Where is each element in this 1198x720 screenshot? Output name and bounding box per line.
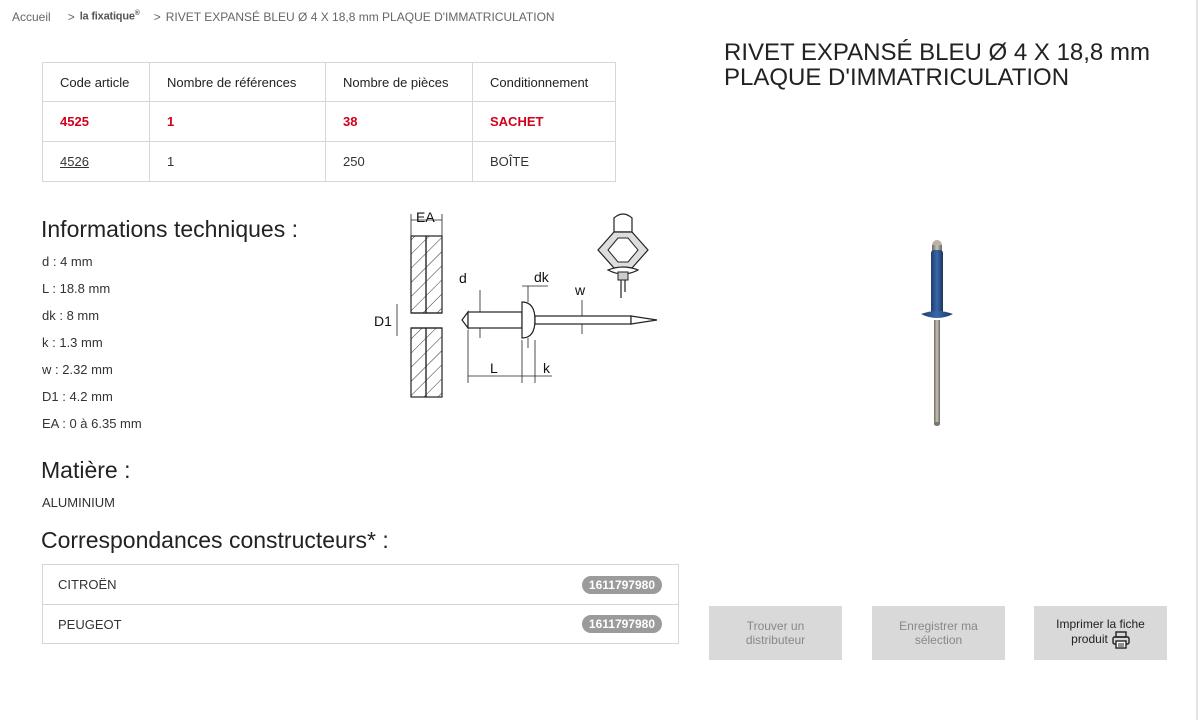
label-k: k: [543, 360, 550, 376]
product-photo: [916, 236, 960, 432]
save-selection-label-line2: sélection: [914, 633, 963, 647]
breadcrumb-brand-link[interactable]: [80, 10, 140, 24]
spec-d1: D1 : 4.2 mm: [42, 389, 113, 404]
plate-top-left: [411, 236, 426, 313]
breadcrumb-current: RIVET EXPANSÉ BLEU Ø 4 X 18,8 mm PLAQUE D'IMMATRICULATION: [165, 10, 555, 24]
plate-bottom-left: [411, 328, 426, 397]
breadcrumb-home-link[interactable]: Accueil: [12, 10, 51, 24]
cell-code-article: [43, 142, 150, 182]
material-title: Matière :: [41, 457, 131, 483]
technical-info-title: Informations techniques :: [41, 216, 298, 242]
header-conditionnement: Conditionnement: [473, 63, 616, 102]
print-label-line2-wrap: [1071, 631, 1130, 649]
header-code-article: Code article: [43, 63, 150, 102]
spec-ea: EA : 0 à 6.35 mm: [42, 416, 142, 431]
breadcrumb: [12, 10, 555, 24]
spec-l: L : 18.8 mm: [42, 281, 111, 296]
spec-dk: dk : 8 mm: [42, 308, 100, 323]
cell-nombre-pieces: 250: [326, 142, 473, 182]
manufacturer-reference-badge: 1611797980: [582, 576, 662, 594]
brand-name: la fixatique: [79, 10, 135, 23]
cell-nombre-pieces: 38: [326, 102, 473, 142]
save-selection-button[interactable]: [872, 606, 1005, 660]
print-product-sheet-button[interactable]: [1034, 606, 1167, 660]
printer-icon: [1112, 631, 1130, 649]
label-l: L: [490, 360, 498, 376]
cell-nombre-references: 1: [150, 142, 326, 182]
correspondences-title: Correspondances constructeurs* :: [41, 527, 389, 553]
find-distributor-button[interactable]: [709, 606, 842, 660]
manufacturer-name: CITROËN: [58, 577, 117, 592]
find-distributor-label-line2: distributeur: [745, 633, 806, 647]
cell-conditionnement: BOÎTE: [473, 142, 616, 182]
save-selection-label-line1: Enregistrer ma: [899, 619, 978, 633]
cell-conditionnement: SACHET: [473, 102, 616, 142]
spec-k: k : 1.3 mm: [42, 335, 103, 350]
list-item: [43, 604, 678, 643]
print-label-line1: Imprimer la fiche: [1056, 617, 1145, 631]
expanded-rivet-illustration: [598, 214, 648, 298]
spec-d: d : 4 mm: [42, 254, 93, 269]
reference-table: [42, 62, 616, 182]
label-d: d: [459, 270, 467, 286]
cell-nombre-references: 1: [150, 102, 326, 142]
product-title: [724, 40, 1164, 90]
plate-top-right: [426, 236, 442, 313]
manufacturer-name: PEUGEOT: [58, 616, 122, 632]
rivet-mandrel: [535, 316, 631, 324]
breadcrumb-separator: >: [153, 10, 161, 24]
manufacturer-reference-badge: 1611797980: [582, 615, 662, 633]
table-row: [43, 142, 616, 182]
table-header-row: [43, 63, 616, 102]
article-code-link[interactable]: 4526: [60, 154, 89, 169]
brand-registered-mark: ®: [134, 10, 140, 17]
product-title-line2: PLAQUE D'IMMATRICULATION: [724, 64, 1070, 91]
print-label-line2: produit: [1071, 632, 1108, 647]
rivet-head: [522, 302, 535, 338]
material-value: ALUMINIUM: [42, 495, 115, 510]
breadcrumb-separator: >: [67, 10, 75, 24]
rivet-shank: [468, 312, 522, 328]
label-dk: dk: [534, 269, 549, 285]
list-item: [43, 565, 678, 604]
label-w: w: [575, 282, 586, 298]
find-distributor-label-line1: Trouver un: [746, 619, 805, 633]
table-row: [43, 102, 616, 142]
plate-bottom-right: [426, 328, 442, 397]
spec-w: w : 2.32 mm: [42, 362, 113, 377]
correspondences-list: [42, 564, 679, 644]
label-d1: D1: [374, 313, 392, 329]
cell-code-article: 4525: [43, 102, 150, 142]
header-nombre-pieces: Nombre de pièces: [326, 63, 473, 102]
product-title-line1: RIVET EXPANSÉ BLEU Ø 4 X 18,8 mm: [724, 39, 1150, 66]
rivet-technical-diagram: [372, 208, 662, 400]
label-ea: EA: [416, 209, 435, 225]
header-nombre-references: Nombre de références: [150, 63, 326, 102]
